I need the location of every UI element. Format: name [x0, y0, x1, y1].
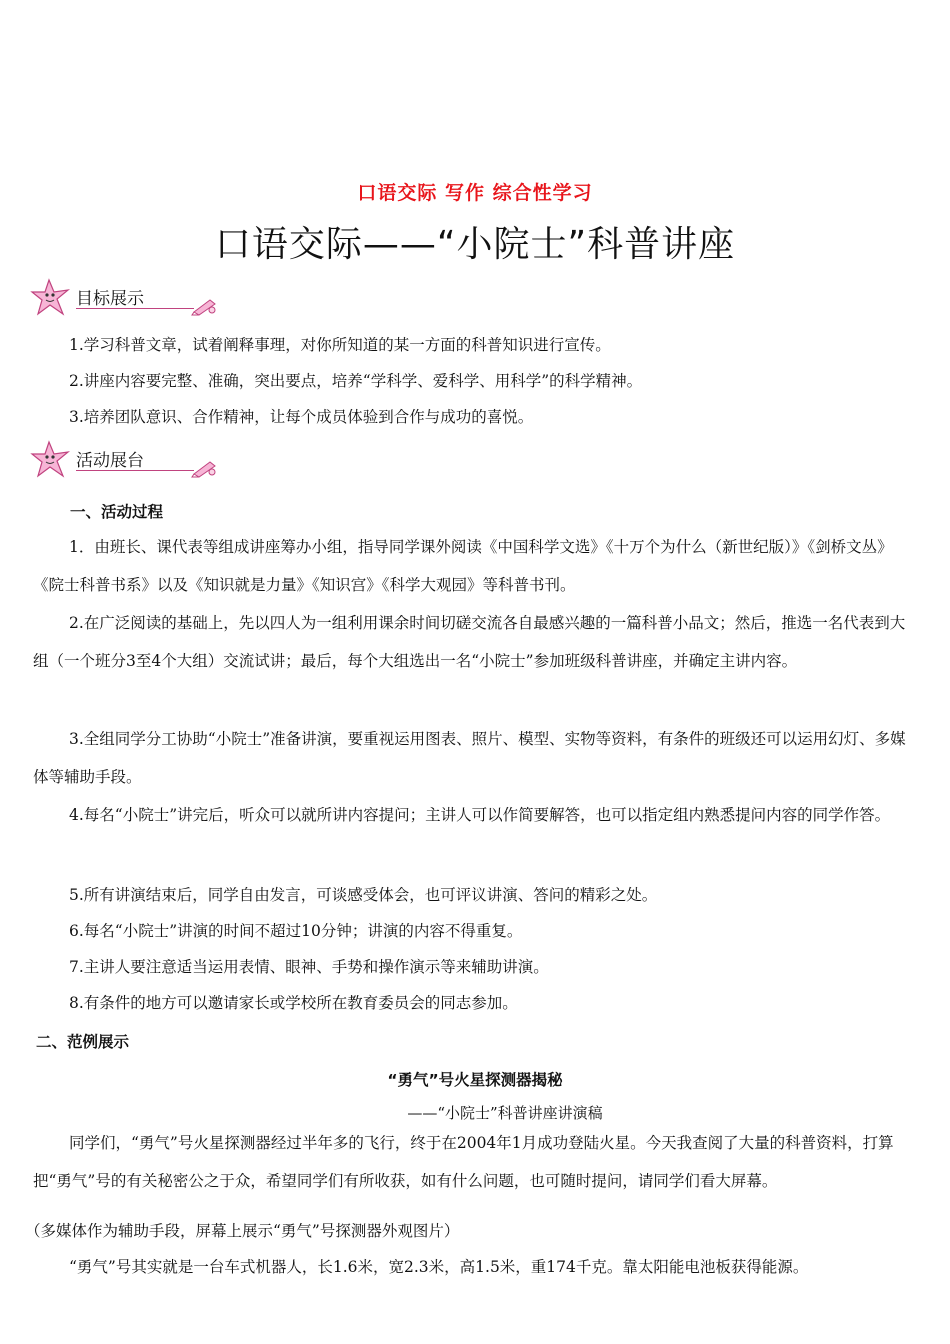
section-label: 目标展示 [76, 289, 144, 309]
process-item: 2.在广泛阅读的基础上，先以四人为一组利用课余时间切磋交流各自最感兴趣的一篇科普小品文；然后，推选一名代表到大组（一个班分3至4个大组）交流试讲；最后，每个大组选出一名“小院士”参加班级科普讲座，并确定主讲内容。 [33, 614, 906, 670]
example-heading: 二、范例展示 [36, 1033, 130, 1051]
goal-item: 1.学习科普文章，试着阐释事理，对你所知道的某一方面的科普知识进行宣传。 [69, 336, 611, 354]
section-underline [76, 308, 194, 309]
section-underline [76, 470, 194, 471]
speech-note: （多媒体作为辅助手段，屏幕上展示“勇气”号探测器外观图片） [25, 1222, 460, 1240]
process-item: 6.每名“小院士”讲演的时间不超过10分钟；讲演的内容不得重复。 [69, 922, 523, 940]
speech-subtitle: ——“小院士”科普讲座讲演稿 [407, 1104, 603, 1122]
process-item: 7.主讲人要注意适当运用表情、眼神、手势和操作演示等来辅助讲演。 [69, 958, 549, 976]
process-item: 5.所有讲演结束后，同学自由发言，可谈感受体会，也可评议讲演、答问的精彩之处。 [69, 886, 658, 904]
section-kicker: 口语交际 写作 综合性学习 [357, 182, 593, 204]
pencil-hand-icon [190, 458, 220, 478]
process-item: 1．由班长、课代表等组成讲座筹办小组，指导同学课外阅读《中国科学文选》《十万个为什么（新世纪版）》《剑桥文丛》《院士科普书系》以及《知识就是力量》《知识宫》《科学大观园》等科普书刊。 [33, 538, 893, 594]
process-heading: 一、活动过程 [70, 503, 164, 521]
speech-title: “勇气”号火星探测器揭秘 [387, 1071, 563, 1089]
section-label: 活动展台 [76, 451, 144, 471]
section-badge-goals [30, 278, 205, 318]
starfish-mascot-icon [30, 440, 72, 480]
pencil-hand-icon [190, 296, 220, 316]
starfish-mascot-icon [30, 278, 72, 318]
process-item: 8.有条件的地方可以邀请家长或学校所在教育委员会的同志参加。 [69, 994, 518, 1012]
goal-item: 3.培养团队意识、合作精神，让每个成员体验到合作与成功的喜悦。 [69, 408, 534, 426]
process-item: 4.每名“小院士”讲完后，听众可以就所讲内容提问；主讲人可以作简要解答，也可以指定组内熟悉提问内容的同学作答。 [69, 806, 891, 824]
speech-paragraph: 同学们，“勇气”号火星探测器经过半年多的飞行，终于在2004年1月成功登陆火星。今天我查阅了大量的科普资料，打算把“勇气”号的有关秘密公之于众，希望同学们有所收获，如有什么问题，也可随时提问，请同学们看大屏幕。 [33, 1134, 894, 1190]
section-badge-activities [30, 440, 205, 480]
speech-paragraph: “勇气”号其实就是一台车式机器人，长1.6米，宽2.3米，高1.5米，重174千克。靠太阳能电池板获得能源。 [69, 1258, 809, 1276]
process-item: 3.全组同学分工协助“小院士”准备讲演，要重视运用图表、照片、模型、实物等资料，有条件的班级还可以运用幻灯、多媒体等辅助手段。 [33, 730, 906, 786]
page-title: 口语交际——“小院士”科普讲座 [214, 224, 736, 265]
goal-item: 2.讲座内容要完整、准确，突出要点，培养“学科学、爱科学、用科学”的科学精神。 [69, 372, 643, 390]
